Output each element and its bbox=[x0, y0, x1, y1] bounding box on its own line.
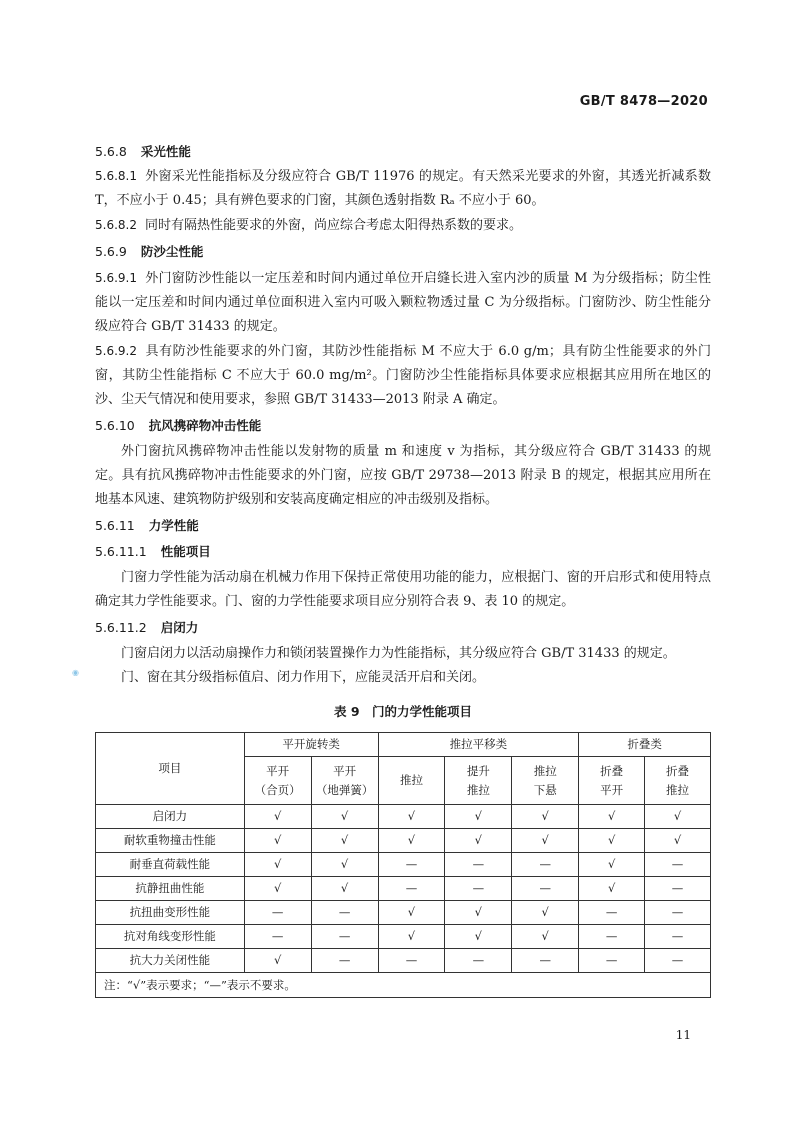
table-cell: √ bbox=[311, 877, 378, 901]
table-cell: √ bbox=[645, 805, 711, 829]
table-cell: — bbox=[579, 949, 645, 973]
table-cell: √ bbox=[445, 925, 512, 949]
table-row bbox=[96, 901, 711, 925]
row-label: 耐垂直荷载性能 bbox=[96, 853, 245, 877]
table-cell: √ bbox=[579, 877, 645, 901]
table-cell: √ bbox=[244, 853, 311, 877]
table-cell: — bbox=[445, 877, 512, 901]
table-cell: √ bbox=[311, 805, 378, 829]
table-cell: √ bbox=[244, 805, 311, 829]
table-cell: — bbox=[378, 877, 445, 901]
table-cell: — bbox=[512, 877, 579, 901]
table-cell: — bbox=[311, 925, 378, 949]
para-5-6-11-2-a: 门窗启闭力以活动扇操作力和锁闭装置操作力为性能指标，其分级应符合 GB/T 31433 的规定。 bbox=[121, 646, 676, 661]
table-cell: — bbox=[579, 901, 645, 925]
table-cell: — bbox=[645, 853, 711, 877]
para-5-6-11-2-b: 门、窗在其分级指标值启、闭力作用下，应能灵活开启和关闭。 bbox=[121, 670, 486, 685]
table-cell: — bbox=[579, 925, 645, 949]
table-cell: — bbox=[311, 949, 378, 973]
table-9-title: 表 9 门的力学性能项目 bbox=[333, 704, 473, 719]
table-cell: √ bbox=[378, 901, 445, 925]
table-cell: √ bbox=[378, 805, 445, 829]
table-cell: — bbox=[244, 901, 311, 925]
table-cell: — bbox=[645, 925, 711, 949]
table-cell: √ bbox=[445, 901, 512, 925]
row-label: 抗对角线变形性能 bbox=[96, 925, 245, 949]
table-cell: — bbox=[512, 853, 579, 877]
row-label: 抗大力关闭性能 bbox=[96, 949, 245, 973]
table-cell: √ bbox=[311, 829, 378, 853]
subcol-header: 推拉 下悬 bbox=[512, 757, 579, 805]
col-header-item: 项目 bbox=[96, 733, 245, 805]
table-cell: √ bbox=[512, 829, 579, 853]
table-note: 注：“√”表示要求；“—”表示不要求。 bbox=[96, 973, 711, 998]
page-content bbox=[95, 140, 711, 998]
section-5-6-11-1-heading: 5.6.11.1 性能项目 bbox=[95, 544, 211, 559]
table-cell: √ bbox=[512, 805, 579, 829]
row-label: 启闭力 bbox=[96, 805, 245, 829]
table-cell: √ bbox=[445, 829, 512, 853]
row-label: 抗静扭曲性能 bbox=[96, 877, 245, 901]
table-cell: — bbox=[645, 877, 711, 901]
table-row bbox=[96, 805, 711, 829]
table-cell: — bbox=[378, 853, 445, 877]
subcol-header: 折叠 平开 bbox=[579, 757, 645, 805]
page-number: 11 bbox=[675, 1028, 691, 1042]
para-5-6-8-1: 5.6.8.1 外窗采光性能指标及分级应符合 GB/T 11976 的规定。有天然采光要求的外窗，其透光折减系数 T，不应小于 0.45；具有辨色要求的门窗，其颜色透射指数 Rₐ 不应小于 60。 bbox=[95, 169, 711, 208]
table-cell: √ bbox=[645, 829, 711, 853]
table-cell: √ bbox=[378, 925, 445, 949]
subcol-header: 平开 （合页） bbox=[244, 757, 311, 805]
para-5-6-11-1: 门窗力学性能为活动扇在机械力作用下保持正常使用功能的能力，应根据门、窗的开启形式和使用特点确定其力学性能要求。门、窗的力学性能要求项目应分别符合表 9、表 10 的规定。 bbox=[95, 570, 711, 609]
table-cell: — bbox=[445, 853, 512, 877]
sdc-logo-icon: ◉ bbox=[72, 668, 79, 677]
table-cell: √ bbox=[244, 877, 311, 901]
table-cell: √ bbox=[579, 829, 645, 853]
table-row bbox=[96, 949, 711, 973]
subcol-header: 提升 推拉 bbox=[445, 757, 512, 805]
standard-code: GB/T 8478—2020 bbox=[579, 94, 708, 109]
subcol-header: 平开 （地弹簧） bbox=[311, 757, 378, 805]
para-5-6-9-2: 5.6.9.2 具有防沙性能要求的外门窗，其防沙性能指标 M 不应大于 6.0 g/m；具有防尘性能要求的外门窗，其防尘性能指标 C 不应大于 60.0 mg/m²。门窗防沙尘性能指标具体要求应根据其应用所在地区的沙、尘天气情况和使用要求，参照 GB/T 31433—2013 附录 A 确定。 bbox=[95, 344, 711, 407]
table-cell: √ bbox=[512, 901, 579, 925]
table-cell: √ bbox=[579, 853, 645, 877]
table-row bbox=[96, 877, 711, 901]
table-cell: — bbox=[645, 901, 711, 925]
table-cell: — bbox=[378, 949, 445, 973]
group-header-sliding: 推拉平移类 bbox=[378, 733, 579, 757]
table-cell: — bbox=[244, 925, 311, 949]
row-label: 耐软重物撞击性能 bbox=[96, 829, 245, 853]
table-row bbox=[96, 925, 711, 949]
subcol-header: 推拉 bbox=[378, 757, 445, 805]
subcol-header: 折叠 推拉 bbox=[645, 757, 711, 805]
para-5-6-8-2: 5.6.8.2 同时有隔热性能要求的外窗，尚应综合考虑太阳得热系数的要求。 bbox=[95, 218, 522, 233]
section-5-6-10-heading: 5.6.10 抗风携碎物冲击性能 bbox=[95, 418, 262, 433]
table-cell: — bbox=[512, 949, 579, 973]
table-row bbox=[96, 829, 711, 853]
table-row bbox=[96, 853, 711, 877]
table-cell: √ bbox=[244, 949, 311, 973]
section-5-6-11-2-heading: 5.6.11.2 启闭力 bbox=[95, 620, 199, 635]
table-cell: √ bbox=[311, 853, 378, 877]
table-cell: √ bbox=[244, 829, 311, 853]
group-header-casement: 平开旋转类 bbox=[244, 733, 378, 757]
table-cell: — bbox=[311, 901, 378, 925]
table-cell: √ bbox=[445, 805, 512, 829]
section-5-6-9-heading: 5.6.9 防沙尘性能 bbox=[95, 244, 204, 259]
table-cell: √ bbox=[378, 829, 445, 853]
section-5-6-8-heading: 5.6.8 采光性能 bbox=[95, 144, 191, 159]
row-label: 抗扭曲变形性能 bbox=[96, 901, 245, 925]
group-header-folding: 折叠类 bbox=[579, 733, 711, 757]
table-9 bbox=[95, 732, 711, 998]
para-5-6-10: 外门窗抗风携碎物冲击性能以发射物的质量 m 和速度 v 为指标，其分级应符合 GB/T 31433 的规定。具有抗风携碎物冲击性能要求的外门窗，应按 GB/T 29738—2013 附录 B 的规定，根据其应用所在地基本风速、建筑物防护级别和安装高度确定相应的冲击级别及指标。 bbox=[95, 444, 711, 507]
table-cell: — bbox=[445, 949, 512, 973]
table-cell: √ bbox=[579, 805, 645, 829]
table-cell: — bbox=[645, 949, 711, 973]
para-5-6-9-1: 5.6.9.1 外门窗防沙性能以一定压差和时间内通过单位开启缝长进入室内沙的质量 M 为分级指标；防尘性能以一定压差和时间内通过单位面积进入室内可吸入颗粒物透过量 C 为分级指标。门窗防沙、防尘性能分级应符合 GB/T 31433 的规定。 bbox=[95, 271, 711, 334]
table-cell: √ bbox=[512, 925, 579, 949]
section-5-6-11-heading: 5.6.11 力学性能 bbox=[95, 518, 199, 533]
